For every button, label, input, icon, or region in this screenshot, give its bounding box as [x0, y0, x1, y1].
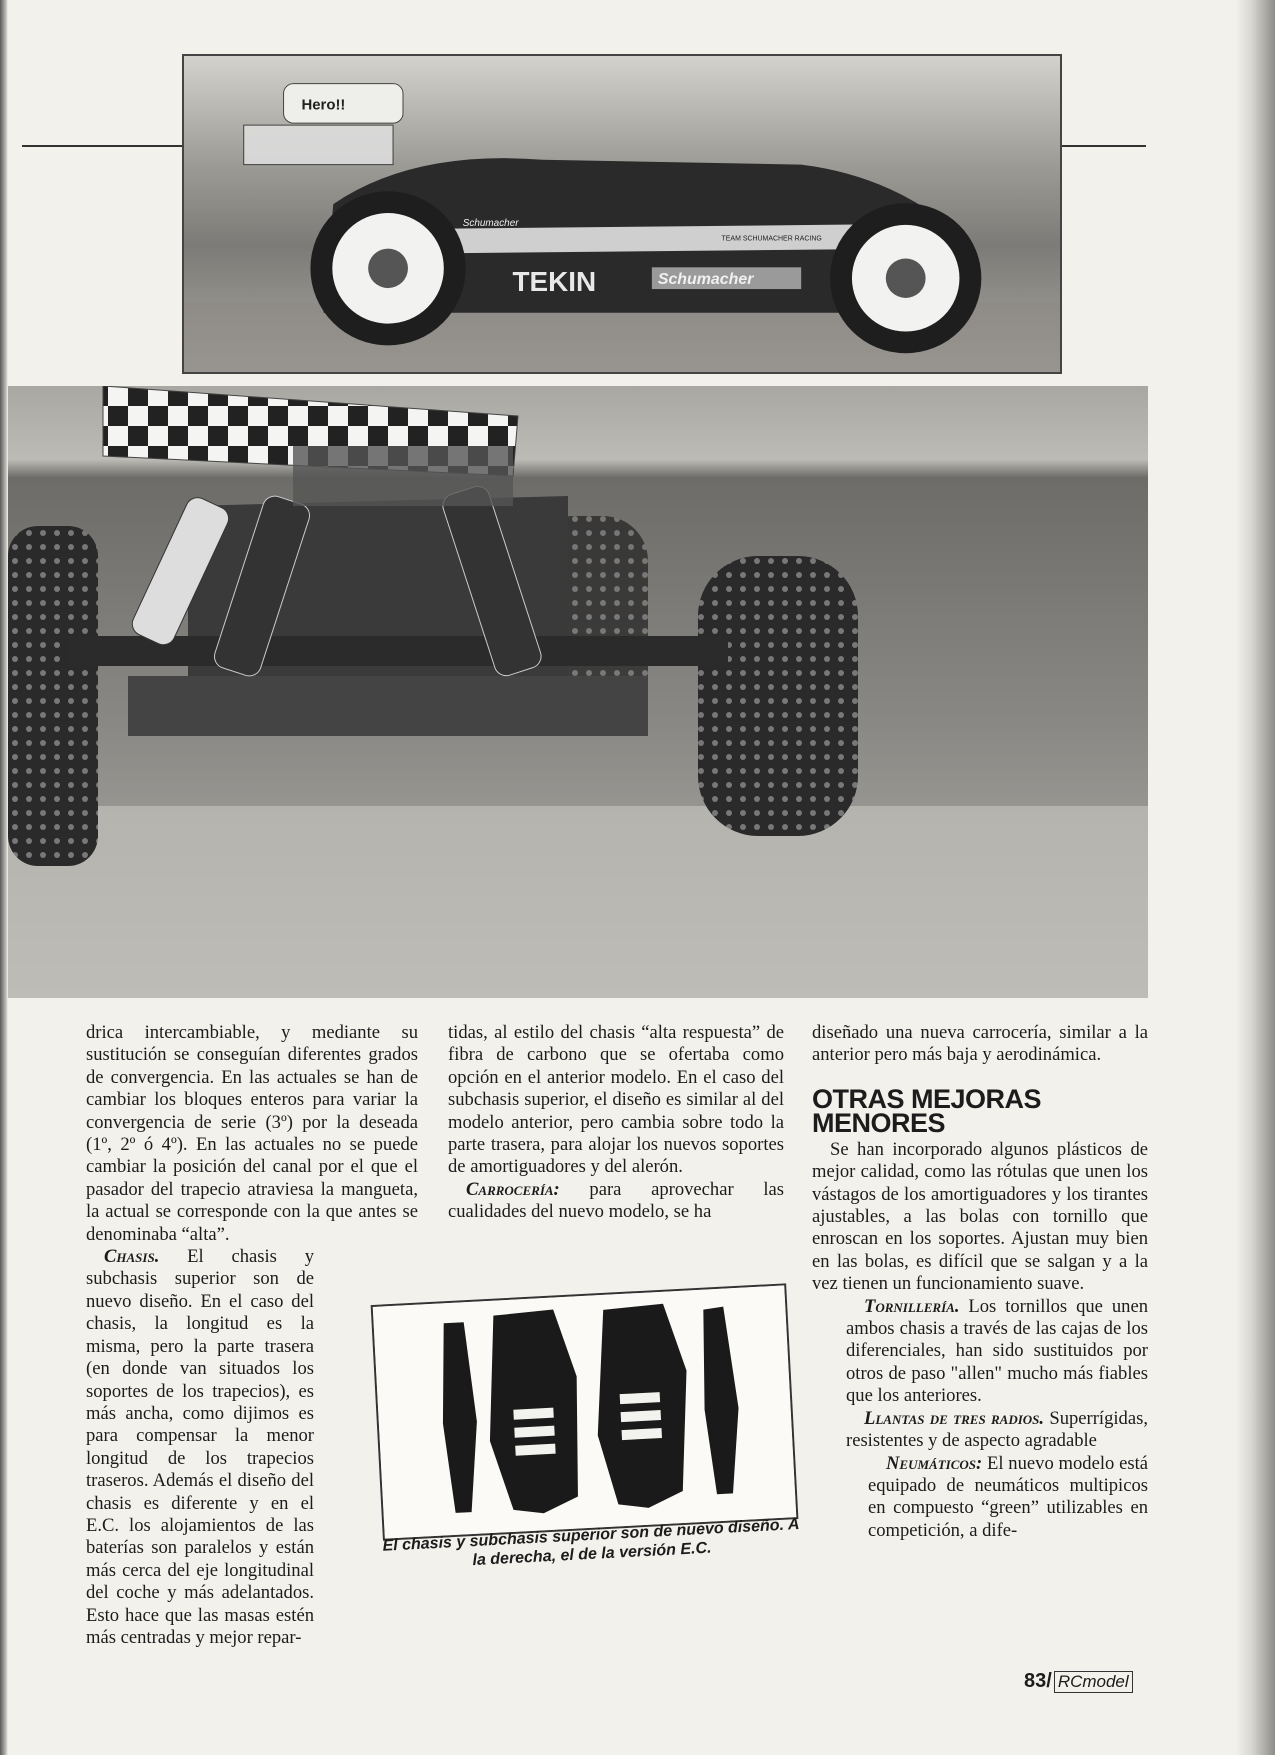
run-in-chasis: Chasis.	[104, 1246, 160, 1268]
chassis-drawing	[373, 1285, 797, 1538]
page-footer	[1024, 1670, 1184, 1693]
page-number: 83/	[1024, 1670, 1052, 1692]
paragraph-chasis	[86, 1246, 314, 1649]
run-in-llantas: Llantas de tres radios.	[864, 1407, 1045, 1429]
run-in-carroceria: Carrocería:	[466, 1178, 560, 1200]
top-rule-right	[1060, 145, 1146, 147]
photo-chassis-plates	[371, 1283, 799, 1540]
paragraph-carroceria	[448, 1179, 784, 1224]
run-in-neumaticos: Neumáticos:	[886, 1452, 983, 1474]
text-column-2	[448, 1022, 784, 1224]
photo-buggy-rear	[8, 386, 1148, 998]
decal-schumacher: Schumacher	[657, 271, 754, 289]
paragraph-llantas	[812, 1408, 1148, 1453]
photo-buggy-side	[182, 54, 1062, 374]
paragraph-text: para aprovechar las cualidades del nuevo modelo, se ha	[448, 1178, 784, 1223]
magazine-logo: RCmodel	[1054, 1671, 1133, 1693]
paragraph-text: El chasis y subchasis superior son de nuevo diseño. En el caso del chasis, la longitud es la misma, pero la parte trasera (en donde van situados los soportes de los trapecios), es más ancha, como dijimos es para compensar la menor longitud de los trapecios traseros. Además el diseño del chasis es diferente y en el E.C. los alojamientos de las baterías son paralelos y están más cerca del eje longitudinal del coche y más adelantados. Esto hace que las masas estén más centradas y mejor repar-	[86, 1246, 314, 1648]
page-spine-shadow	[0, 0, 8, 1755]
decal-schumacher-small: Schumacher	[462, 217, 519, 229]
page-edge-shadow	[1236, 0, 1275, 1755]
paragraph: drica intercambiable, y mediante su sustitución se conseguían diferentes grados de convergencia. En las actuales se han de cambiar los bloques enteros para variar la convergencia de serie (3º) por la deseada (1º, 2º ó 4º). En las actuales no se puede cambiar la posición del canal por el que el pasador del trapecio atraviesa la mangueta, la actual se corresponde con la que antes se denominaba “alta”.	[86, 1022, 418, 1245]
chassis-photo-box	[366, 1279, 805, 1601]
top-rule-left	[22, 145, 182, 147]
paragraph-tornilleria	[812, 1296, 1148, 1408]
paragraph-text: Superrígidas, resistentes y de aspecto agradable	[846, 1407, 1148, 1452]
paragraph-text: Los tornillos que unen ambos chasis a través de las cajas de los diferenciales, han sido sustituidos por otros de paso "allen" mucho más fiables que los anteriores.	[846, 1295, 1148, 1407]
car-sticker-text: Hero!!	[301, 97, 346, 114]
paragraph: Se han incorporado algunos plásticos de mejor calidad, como las rótulas que unen los vástagos de los amortiguadores y los tirantes ajustables, a las bolas con tornillo que enroscan en los soportes. Ajustan muy bien en las bolas, es difícil que se salgan y a la vez tienen un funcionamiento suave.	[812, 1138, 1148, 1295]
paragraph-neumaticos	[812, 1453, 1148, 1543]
paragraph: diseñado una nueva carrocería, similar a la anterior pero más baja y aerodinámica.	[812, 1022, 1148, 1066]
section-heading: OTRAS MEJORAS MENORES	[812, 1083, 1042, 1138]
decal-team: TEAM SCHUMACHER RACING	[721, 235, 822, 243]
text-column-3	[812, 1022, 1148, 1542]
run-in-tornilleria: Tornillería.	[864, 1295, 960, 1317]
photo-caption: El chasis y subchasis superior son de nuevo diseño. A la derecha, el de la versión E.C.	[382, 1515, 800, 1570]
paragraph-text: El nuevo modelo está equipado de neumáticos multipicos en compuesto “green” utilizables en competición, a dife-	[868, 1452, 1148, 1541]
paragraph: tidas, al estilo del chasis “alta respuesta” de fibra de carbono que se ofertaba como opción en el anterior modelo. En el caso del subchasis superior, el diseño es similar al del modelo anterior, pero cambia sobre todo la parte trasera, para alojar los nuevos soportes de amortiguadores y del alerón.	[448, 1022, 784, 1178]
decal-tekin: TEKIN	[512, 266, 597, 298]
